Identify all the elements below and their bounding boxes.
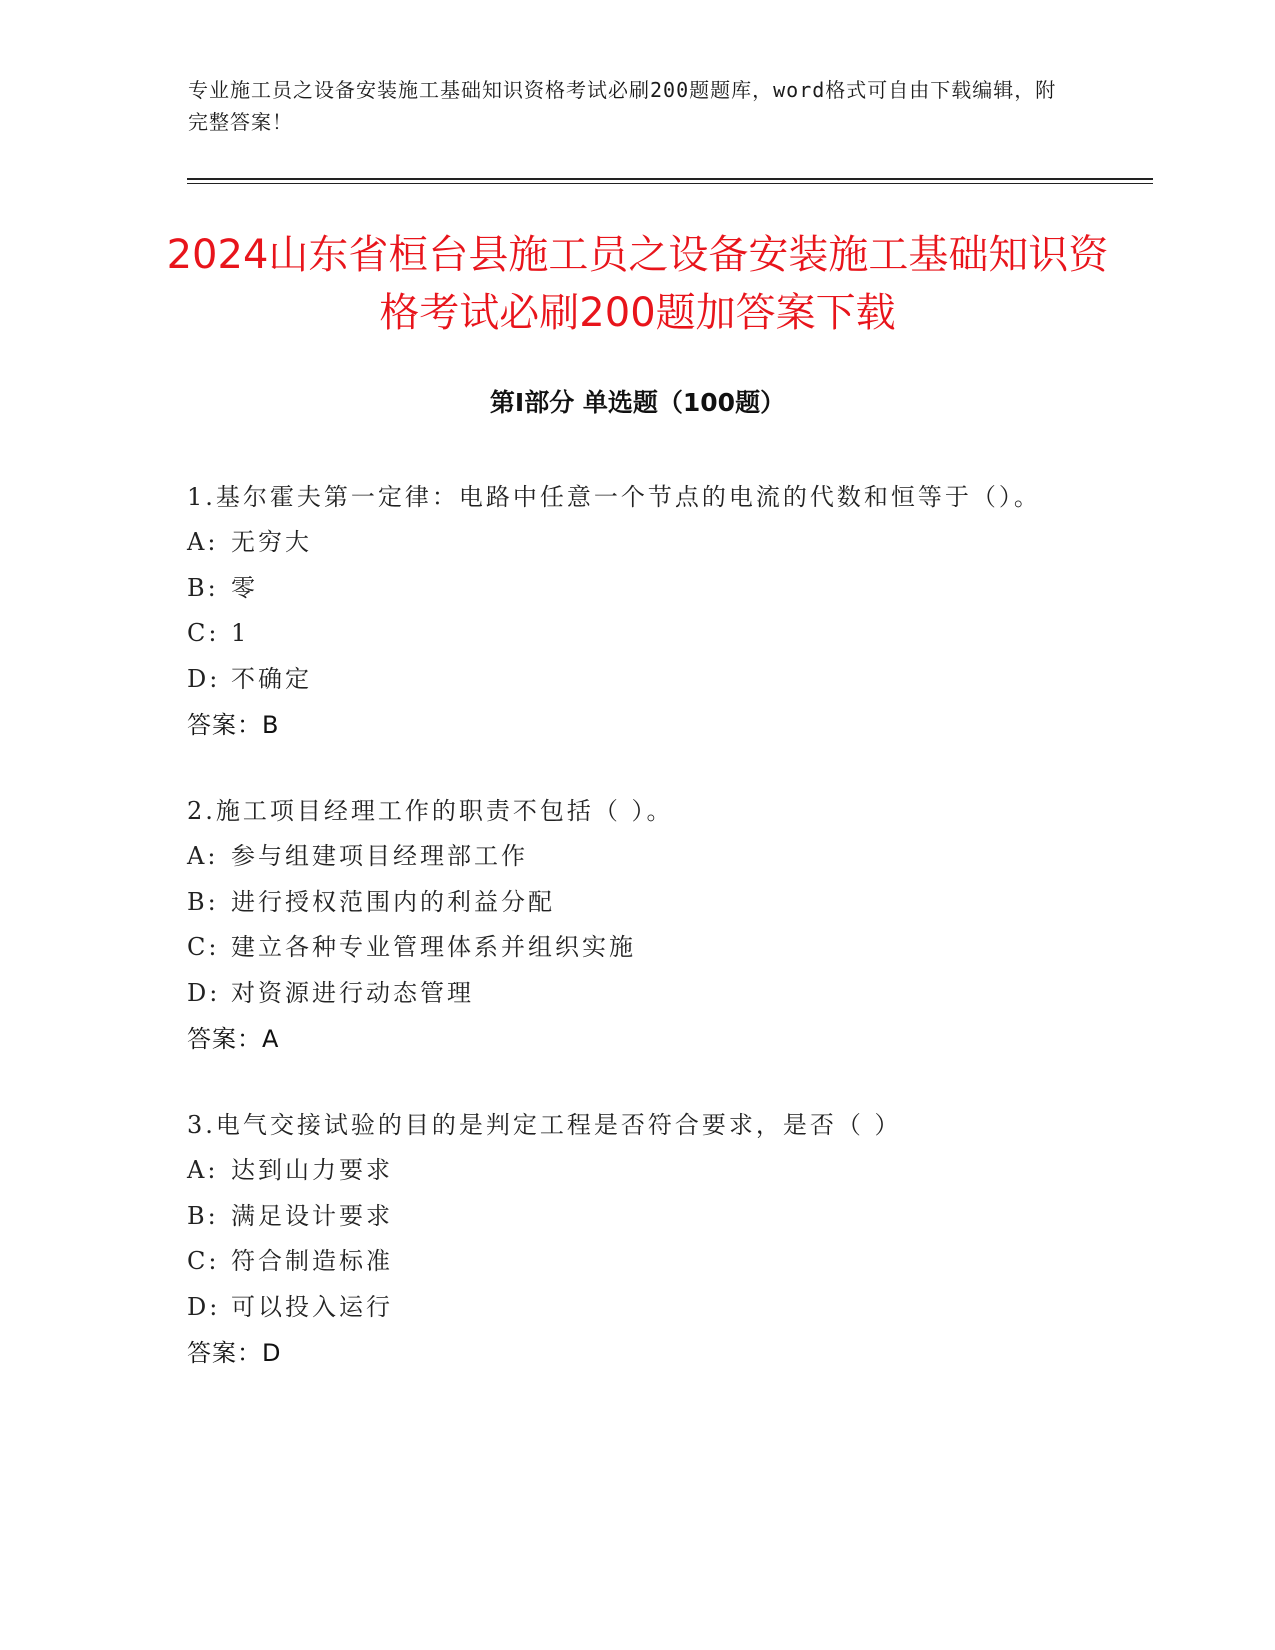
question-list [187, 474, 1067, 1416]
option-a [187, 520, 1067, 566]
option-text: 进行授权范围内的利益分配 [231, 887, 555, 916]
question-stem: 1.基尔霍夫第一定律：电路中任意一个节点的电流的代数和恒等于（）。 [187, 483, 1041, 511]
option-d [187, 1285, 1067, 1331]
option-a [187, 1148, 1067, 1194]
answer-line: 答案：B [187, 711, 280, 739]
header-divider-thin [187, 183, 1153, 184]
option-c [187, 1239, 1067, 1285]
answer-line: 答案：A [187, 1025, 280, 1053]
option-key: C: [187, 933, 220, 961]
option-key: D: [187, 1292, 221, 1321]
option-text: 满足设计要求 [231, 1201, 393, 1230]
question-stem: 2.施工项目经理工作的职责不包括（ ）。 [187, 797, 674, 825]
option-b [187, 1194, 1067, 1240]
option-key: B: [187, 887, 219, 916]
option-text: 符合制造标准 [231, 1247, 393, 1275]
option-d [187, 971, 1067, 1017]
option-key: A: [187, 842, 219, 870]
option-key: A: [187, 1156, 219, 1184]
question-stem: 3.电气交接试验的目的是判定工程是否符合要求，是否（ ） [187, 1111, 902, 1139]
option-text: 达到山力要求 [231, 1156, 393, 1184]
option-text: 对资源进行动态管理 [231, 978, 474, 1007]
option-text: 建立各种专业管理体系并组织实施 [231, 933, 636, 961]
option-key: A: [187, 528, 219, 556]
option-text: 无穷大 [231, 528, 312, 556]
option-a [187, 834, 1067, 880]
header-note: 专业施工员之设备安装施工基础知识资格考试必刷200题题库，word格式可自由下载编辑，附完整答案！ [188, 78, 1057, 134]
option-key: B: [187, 573, 219, 602]
option-c [187, 925, 1067, 971]
option-b [187, 566, 1067, 612]
option-text: 参与组建项目经理部工作 [231, 842, 528, 870]
option-text: 可以投入运行 [231, 1292, 393, 1321]
option-key: C: [187, 619, 220, 647]
option-text: 1 [231, 619, 250, 647]
option-text: 零 [231, 573, 258, 602]
question-2 [187, 788, 1067, 1062]
option-text: 不确定 [231, 664, 312, 693]
option-key: B: [187, 1201, 219, 1230]
option-key: C: [187, 1247, 220, 1275]
question-3 [187, 1102, 1067, 1376]
document-title: 2024山东省桓台县施工员之设备安装施工基础知识资格考试必刷200题加答案下载 [166, 232, 1109, 336]
option-key: D: [187, 664, 221, 693]
option-key: D: [187, 978, 221, 1007]
header-divider-thick [187, 178, 1153, 180]
section-title: 第Ⅰ部分 单选题（100题） [489, 388, 786, 417]
option-b [187, 880, 1067, 926]
question-1 [187, 474, 1067, 748]
option-d [187, 657, 1067, 703]
option-c [187, 611, 1067, 657]
answer-line: 答案：D [187, 1339, 282, 1367]
